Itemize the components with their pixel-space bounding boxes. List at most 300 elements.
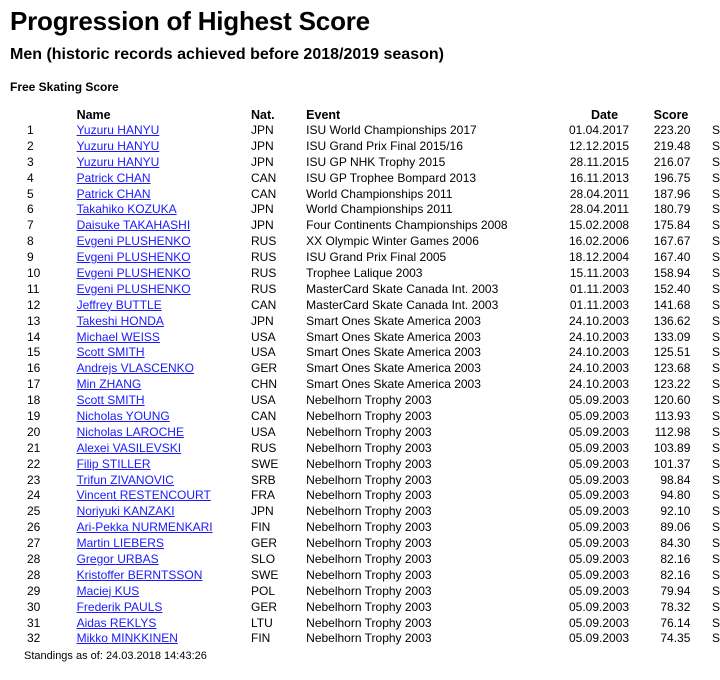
nationality-cell: JPN bbox=[251, 504, 274, 519]
event-cell: Smart Ones Skate America 2003 bbox=[306, 313, 481, 328]
score-cell: 112.98 bbox=[654, 424, 691, 439]
rank-cell: 5 bbox=[27, 186, 34, 201]
name-cell bbox=[77, 583, 251, 599]
event-cell: MasterCard Skate Canada Int. 2003 bbox=[306, 297, 499, 312]
segment-flag-cell: S bbox=[711, 122, 720, 137]
skater-name-link[interactable]: Vincent RESTENCOURT bbox=[76, 488, 211, 503]
name-cell bbox=[77, 424, 251, 440]
rank-cell: 27 bbox=[27, 536, 41, 551]
name-cell bbox=[77, 456, 251, 472]
skater-name-link[interactable]: Evgeni PLUSHENKO bbox=[76, 250, 191, 265]
date-cell: 05.09.2003 bbox=[568, 583, 630, 598]
nationality-cell: RUS bbox=[251, 265, 277, 280]
table-row bbox=[20, 535, 720, 551]
score-cell: 92.10 bbox=[660, 504, 691, 519]
table-row bbox=[20, 472, 720, 488]
score-cell: 120.60 bbox=[653, 393, 691, 408]
score-cell: 196.75 bbox=[653, 170, 691, 185]
segment-flag-cell: S bbox=[711, 567, 720, 582]
nationality-cell: CAN bbox=[251, 170, 277, 185]
name-cell bbox=[77, 487, 251, 503]
name-cell bbox=[77, 170, 251, 186]
nationality-cell: FIN bbox=[251, 520, 271, 535]
event-cell: Nebelhorn Trophy 2003 bbox=[306, 536, 432, 551]
nationality-cell: USA bbox=[251, 393, 276, 408]
skater-name-link[interactable]: Alexei VASILEVSKI bbox=[76, 440, 182, 455]
nationality-cell: FIN bbox=[251, 631, 271, 646]
table-row bbox=[20, 154, 720, 170]
nationality-cell: CAN bbox=[251, 408, 277, 423]
rank-cell: 3 bbox=[27, 154, 34, 169]
segment-flag-cell: S bbox=[711, 313, 720, 328]
segment-flag-cell: S bbox=[711, 218, 720, 233]
skater-name-link[interactable]: Takeshi HONDA bbox=[76, 313, 164, 328]
segment-flag-cell: S bbox=[711, 361, 720, 376]
date-cell: 05.09.2003 bbox=[568, 551, 630, 566]
date-cell: 28.04.2011 bbox=[569, 202, 630, 217]
score-cell: 125.51 bbox=[653, 345, 691, 360]
event-cell: World Championships 2011 bbox=[306, 202, 453, 217]
name-cell bbox=[77, 599, 251, 615]
skater-name-link[interactable]: Yuzuru HANYU bbox=[76, 122, 160, 137]
rank-cell: 2 bbox=[27, 138, 34, 153]
event-cell: Nebelhorn Trophy 2003 bbox=[306, 631, 432, 646]
event-cell: Nebelhorn Trophy 2003 bbox=[306, 551, 432, 566]
rank-cell: 6 bbox=[27, 202, 34, 217]
table-row bbox=[20, 519, 720, 535]
table-row bbox=[20, 424, 720, 440]
header-score: Score bbox=[653, 107, 689, 122]
table-row bbox=[20, 631, 720, 647]
name-cell bbox=[77, 567, 251, 583]
table-row bbox=[20, 376, 720, 392]
segment-flag-cell: S bbox=[711, 329, 720, 344]
skater-name-link[interactable]: Jeffrey BUTTLE bbox=[76, 297, 162, 312]
skater-name-link[interactable]: Aidas REKLYS bbox=[76, 615, 157, 630]
event-cell: ISU World Championships 2017 bbox=[306, 122, 477, 137]
score-cell: 136.62 bbox=[653, 313, 691, 328]
event-cell: Smart Ones Skate America 2003 bbox=[306, 361, 481, 376]
nationality-cell: RUS bbox=[251, 250, 277, 265]
date-cell: 01.11.2003 bbox=[569, 297, 630, 312]
segment-flag-cell: S bbox=[711, 281, 720, 296]
header-nat: Nat. bbox=[251, 107, 275, 122]
segment-flag-cell: S bbox=[711, 234, 720, 249]
segment-flag-cell: S bbox=[711, 138, 720, 153]
nationality-cell: JPN bbox=[251, 313, 274, 328]
table-row bbox=[20, 170, 720, 186]
score-cell: 101.37 bbox=[653, 456, 691, 471]
date-cell: 01.11.2003 bbox=[569, 281, 630, 296]
rank-cell: 30 bbox=[27, 599, 41, 614]
name-cell bbox=[77, 154, 251, 170]
table-row bbox=[20, 233, 720, 249]
nationality-cell: SWE bbox=[251, 456, 279, 471]
score-cell: 103.89 bbox=[653, 440, 691, 455]
segment-flag-cell: S bbox=[711, 377, 720, 392]
date-cell: 01.04.2017 bbox=[568, 122, 630, 137]
rank-cell: 14 bbox=[27, 329, 41, 344]
table-row bbox=[20, 599, 720, 615]
score-table bbox=[20, 107, 720, 646]
nationality-cell: LTU bbox=[251, 615, 273, 630]
score-cell: 79.94 bbox=[660, 583, 691, 598]
table-row bbox=[20, 329, 720, 345]
nationality-cell: USA bbox=[251, 329, 276, 344]
table-row bbox=[20, 297, 720, 313]
skater-name-link[interactable]: Takahiko KOZUKA bbox=[76, 202, 177, 217]
nationality-cell: USA bbox=[251, 424, 276, 439]
table-row bbox=[20, 487, 720, 503]
table-row bbox=[20, 265, 720, 281]
name-cell bbox=[77, 233, 251, 249]
page-subtitle: Men (historic records achieved before 2018/2019 season) bbox=[10, 46, 444, 63]
nationality-cell: FRA bbox=[251, 488, 276, 503]
segment-flag-cell: S bbox=[711, 297, 720, 312]
table-row bbox=[20, 186, 720, 202]
name-cell bbox=[77, 503, 251, 519]
nationality-cell: SWE bbox=[251, 567, 279, 582]
nationality-cell: JPN bbox=[251, 154, 274, 169]
segment-flag-cell: S bbox=[711, 345, 720, 360]
table-row bbox=[20, 360, 720, 376]
table-row bbox=[20, 615, 720, 631]
nationality-cell: CAN bbox=[251, 297, 277, 312]
rank-cell: 24 bbox=[27, 488, 41, 503]
event-cell: Nebelhorn Trophy 2003 bbox=[306, 408, 432, 423]
name-cell bbox=[77, 313, 251, 329]
header-name: Name bbox=[76, 107, 111, 122]
name-cell bbox=[77, 344, 251, 360]
name-cell bbox=[77, 472, 251, 488]
score-cell: 76.14 bbox=[660, 615, 691, 630]
section-title: Free Skating Score bbox=[10, 80, 119, 94]
score-cell: 180.79 bbox=[653, 202, 691, 217]
event-cell: Nebelhorn Trophy 2003 bbox=[306, 440, 432, 455]
table-row bbox=[20, 567, 720, 583]
event-cell: Nebelhorn Trophy 2003 bbox=[306, 424, 432, 439]
rank-cell: 13 bbox=[27, 313, 41, 328]
table-row bbox=[20, 456, 720, 472]
date-cell: 28.11.2015 bbox=[569, 154, 630, 169]
segment-flag-cell: S bbox=[711, 202, 720, 217]
event-cell: Trophee Lalique 2003 bbox=[306, 265, 423, 280]
nationality-cell: GER bbox=[251, 536, 278, 551]
event-cell: Nebelhorn Trophy 2003 bbox=[306, 456, 432, 471]
event-cell: ISU Grand Prix Final 2015/16 bbox=[306, 138, 463, 153]
nationality-cell: RUS bbox=[251, 234, 277, 249]
table-header-row bbox=[20, 107, 720, 122]
score-cell: 82.16 bbox=[660, 567, 691, 582]
name-cell bbox=[77, 551, 251, 567]
event-cell: Four Continents Championships 2008 bbox=[306, 218, 508, 233]
nationality-cell: JPN bbox=[251, 218, 274, 233]
rank-cell: 31 bbox=[27, 615, 41, 630]
name-cell bbox=[77, 360, 251, 376]
score-cell: 84.30 bbox=[660, 536, 691, 551]
name-cell bbox=[77, 535, 251, 551]
score-cell: 187.96 bbox=[653, 186, 691, 201]
skater-name-link[interactable]: Gregor URBAS bbox=[76, 551, 159, 566]
name-cell bbox=[77, 217, 251, 233]
event-cell: Nebelhorn Trophy 2003 bbox=[306, 615, 432, 630]
name-cell bbox=[77, 392, 251, 408]
date-cell: 24.10.2003 bbox=[568, 329, 630, 344]
rank-cell: 4 bbox=[27, 170, 34, 185]
date-cell: 24.10.2003 bbox=[568, 313, 630, 328]
segment-flag-cell: S bbox=[711, 472, 720, 487]
event-cell: XX Olympic Winter Games 2006 bbox=[306, 234, 479, 249]
event-cell: Nebelhorn Trophy 2003 bbox=[306, 599, 432, 614]
table-row bbox=[20, 392, 720, 408]
rank-cell: 17 bbox=[27, 377, 41, 392]
rank-cell: 8 bbox=[27, 234, 34, 249]
event-cell: Nebelhorn Trophy 2003 bbox=[306, 472, 432, 487]
table-row bbox=[20, 408, 720, 424]
rank-cell: 12 bbox=[27, 297, 41, 312]
segment-flag-cell: S bbox=[711, 599, 720, 614]
table-row bbox=[20, 249, 720, 265]
name-cell bbox=[77, 329, 251, 345]
score-cell: 74.35 bbox=[660, 631, 691, 646]
nationality-cell: POL bbox=[251, 583, 276, 598]
event-cell: ISU GP NHK Trophy 2015 bbox=[306, 154, 446, 169]
skater-name-link[interactable]: Nicholas YOUNG bbox=[76, 408, 170, 423]
score-cell: 89.06 bbox=[660, 520, 691, 535]
segment-flag-cell: S bbox=[711, 250, 720, 265]
name-cell bbox=[77, 631, 251, 647]
skater-name-link[interactable]: Mikko MINKKINEN bbox=[76, 631, 178, 646]
nationality-cell: CHN bbox=[251, 377, 278, 392]
date-cell: 16.02.2006 bbox=[568, 234, 630, 249]
table-row bbox=[20, 313, 720, 329]
skater-name-link[interactable]: Maciej KUS bbox=[76, 583, 140, 598]
table-row bbox=[20, 583, 720, 599]
event-cell: Nebelhorn Trophy 2003 bbox=[306, 520, 432, 535]
skater-name-link[interactable]: Evgeni PLUSHENKO bbox=[76, 265, 191, 280]
rank-cell: 11 bbox=[27, 281, 40, 296]
skater-name-link[interactable]: Scott SMITH bbox=[76, 393, 145, 408]
score-cell: 82.16 bbox=[660, 551, 691, 566]
skater-name-link[interactable]: Scott SMITH bbox=[76, 345, 145, 360]
date-cell: 24.10.2003 bbox=[568, 377, 630, 392]
table-row bbox=[20, 138, 720, 154]
event-cell: Nebelhorn Trophy 2003 bbox=[306, 393, 432, 408]
rank-cell: 29 bbox=[27, 583, 41, 598]
skater-name-link[interactable]: Frederik PAULS bbox=[76, 599, 163, 614]
rank-cell: 28 bbox=[27, 567, 41, 582]
table-row bbox=[20, 217, 720, 233]
rank-cell: 15 bbox=[27, 345, 41, 360]
page-title: Progression of Highest Score bbox=[10, 6, 370, 36]
nationality-cell: JPN bbox=[251, 138, 274, 153]
skater-name-link[interactable]: Evgeni PLUSHENKO bbox=[76, 281, 191, 296]
rank-cell: 32 bbox=[27, 631, 41, 646]
score-cell: 167.67 bbox=[653, 234, 691, 249]
date-cell: 05.09.2003 bbox=[568, 424, 630, 439]
segment-flag-cell: S bbox=[711, 393, 720, 408]
score-cell: 94.80 bbox=[660, 488, 691, 503]
date-cell: 05.09.2003 bbox=[568, 504, 630, 519]
skater-name-link[interactable]: Martin LIEBERS bbox=[76, 536, 164, 551]
name-cell bbox=[77, 138, 251, 154]
score-cell: 223.20 bbox=[653, 122, 691, 137]
event-cell: ISU GP Trophee Bompard 2013 bbox=[306, 170, 477, 185]
date-cell: 05.09.2003 bbox=[568, 408, 630, 423]
skater-name-link[interactable]: Andrejs VLASCENKO bbox=[76, 361, 194, 376]
rank-cell: 26 bbox=[27, 520, 41, 535]
rank-cell: 10 bbox=[27, 265, 41, 280]
score-cell: 98.84 bbox=[660, 472, 691, 487]
event-cell: Smart Ones Skate America 2003 bbox=[306, 345, 481, 360]
skater-name-link[interactable]: Patrick CHAN bbox=[76, 170, 151, 185]
header-event: Event bbox=[306, 107, 341, 122]
name-cell bbox=[77, 376, 251, 392]
name-cell bbox=[77, 440, 251, 456]
score-cell: 219.48 bbox=[653, 138, 691, 153]
event-cell: Smart Ones Skate America 2003 bbox=[306, 329, 481, 344]
rank-cell: 22 bbox=[27, 456, 41, 471]
date-cell: 24.10.2003 bbox=[568, 361, 630, 376]
event-cell: Nebelhorn Trophy 2003 bbox=[306, 583, 432, 598]
score-cell: 167.40 bbox=[653, 250, 691, 265]
segment-flag-cell: S bbox=[711, 536, 720, 551]
date-cell: 18.12.2004 bbox=[568, 250, 630, 265]
score-cell: 158.94 bbox=[653, 265, 691, 280]
score-cell: 216.07 bbox=[653, 154, 691, 169]
table-row bbox=[20, 503, 720, 519]
rank-cell: 25 bbox=[27, 504, 41, 519]
skater-name-link[interactable]: Patrick CHAN bbox=[76, 186, 151, 201]
rank-cell: 23 bbox=[27, 472, 41, 487]
segment-flag-cell: S bbox=[711, 583, 720, 598]
date-cell: 12.12.2015 bbox=[568, 138, 630, 153]
date-cell: 05.09.2003 bbox=[568, 567, 630, 582]
skater-name-link[interactable]: Noriyuki KANZAKI bbox=[76, 504, 175, 519]
segment-flag-cell: S bbox=[711, 520, 720, 535]
segment-flag-cell: S bbox=[711, 488, 720, 503]
header-rank bbox=[20, 107, 77, 122]
table-row bbox=[20, 201, 720, 217]
nationality-cell: USA bbox=[251, 345, 276, 360]
segment-flag-cell: S bbox=[711, 170, 720, 185]
table-row bbox=[20, 281, 720, 297]
skater-name-link[interactable]: Yuzuru HANYU bbox=[76, 154, 160, 169]
nationality-cell: CAN bbox=[251, 186, 277, 201]
nationality-cell: SRB bbox=[251, 472, 276, 487]
rank-cell: 19 bbox=[27, 408, 41, 423]
segment-flag-cell: S bbox=[711, 408, 720, 423]
nationality-cell: JPN bbox=[251, 202, 274, 217]
nationality-cell: JPN bbox=[251, 122, 274, 137]
skater-name-link[interactable]: Kristoffer BERNTSSON bbox=[76, 567, 203, 582]
name-cell bbox=[77, 519, 251, 535]
rank-cell: 18 bbox=[27, 393, 41, 408]
skater-name-link[interactable]: Min ZHANG bbox=[76, 377, 142, 392]
table-row bbox=[20, 122, 720, 138]
score-cell: 141.68 bbox=[653, 297, 691, 312]
segment-flag-cell: S bbox=[711, 551, 720, 566]
header-date: Date bbox=[590, 107, 619, 122]
segment-flag-cell: S bbox=[711, 265, 720, 280]
nationality-cell: RUS bbox=[251, 440, 277, 455]
rank-cell: 7 bbox=[27, 218, 34, 233]
nationality-cell: SLO bbox=[251, 551, 276, 566]
name-cell bbox=[77, 201, 251, 217]
date-cell: 15.02.2008 bbox=[568, 218, 630, 233]
date-cell: 05.09.2003 bbox=[568, 393, 630, 408]
skater-name-link[interactable]: Michael WEISS bbox=[76, 329, 160, 344]
event-cell: Nebelhorn Trophy 2003 bbox=[306, 504, 432, 519]
event-cell: MasterCard Skate Canada Int. 2003 bbox=[306, 281, 499, 296]
skater-name-link[interactable]: Filip STILLER bbox=[76, 456, 151, 471]
rank-cell: 28 bbox=[27, 551, 41, 566]
name-cell bbox=[77, 281, 251, 297]
nationality-cell: RUS bbox=[251, 281, 277, 296]
score-cell: 123.22 bbox=[653, 377, 691, 392]
name-cell bbox=[77, 249, 251, 265]
segment-flag-cell: S bbox=[711, 424, 720, 439]
date-cell: 16.11.2013 bbox=[569, 170, 630, 185]
table-row bbox=[20, 344, 720, 360]
rank-cell: 20 bbox=[27, 424, 41, 439]
rank-cell: 16 bbox=[27, 361, 41, 376]
score-cell: 133.09 bbox=[653, 329, 691, 344]
score-cell: 152.40 bbox=[653, 281, 691, 296]
nationality-cell: GER bbox=[251, 361, 278, 376]
date-cell: 05.09.2003 bbox=[568, 456, 630, 471]
name-cell bbox=[77, 297, 251, 313]
date-cell: 28.04.2011 bbox=[569, 186, 630, 201]
standings-timestamp: Standings as of: 24.03.2018 14:43:26 bbox=[24, 650, 207, 662]
segment-flag-cell: S bbox=[711, 504, 720, 519]
table-row bbox=[20, 551, 720, 567]
name-cell bbox=[77, 186, 251, 202]
segment-flag-cell: S bbox=[711, 456, 720, 471]
score-cell: 175.84 bbox=[653, 218, 691, 233]
score-cell: 123.68 bbox=[653, 361, 691, 376]
skater-name-link[interactable]: Trifun ZIVANOVIC bbox=[76, 472, 174, 487]
segment-flag-cell: S bbox=[711, 440, 720, 455]
table-row bbox=[20, 440, 720, 456]
rank-cell: 9 bbox=[27, 250, 34, 265]
header-flag bbox=[690, 107, 720, 122]
skater-name-link[interactable]: Yuzuru HANYU bbox=[76, 138, 160, 153]
segment-flag-cell: S bbox=[711, 615, 720, 630]
date-cell: 24.10.2003 bbox=[568, 345, 630, 360]
event-cell: Nebelhorn Trophy 2003 bbox=[306, 567, 432, 582]
date-cell: 05.09.2003 bbox=[568, 536, 630, 551]
segment-flag-cell: S bbox=[711, 154, 720, 169]
date-cell: 05.09.2003 bbox=[568, 615, 630, 630]
date-cell: 05.09.2003 bbox=[568, 488, 630, 503]
skater-name-link[interactable]: Evgeni PLUSHENKO bbox=[76, 234, 191, 249]
name-cell bbox=[77, 615, 251, 631]
name-cell bbox=[77, 122, 251, 138]
nationality-cell: GER bbox=[251, 599, 278, 614]
score-cell: 113.93 bbox=[654, 408, 691, 423]
date-cell: 05.09.2003 bbox=[568, 472, 630, 487]
date-cell: 05.09.2003 bbox=[568, 631, 630, 646]
rank-cell: 21 bbox=[27, 440, 41, 455]
skater-name-link[interactable]: Daisuke TAKAHASHI bbox=[76, 218, 191, 233]
date-cell: 15.11.2003 bbox=[569, 265, 630, 280]
skater-name-link[interactable]: Ari-Pekka NURMENKARI bbox=[76, 520, 213, 535]
skater-name-link[interactable]: Nicholas LAROCHE bbox=[76, 424, 184, 439]
rank-cell: 1 bbox=[27, 122, 34, 137]
event-cell: World Championships 2011 bbox=[306, 186, 453, 201]
event-cell: Smart Ones Skate America 2003 bbox=[306, 377, 481, 392]
